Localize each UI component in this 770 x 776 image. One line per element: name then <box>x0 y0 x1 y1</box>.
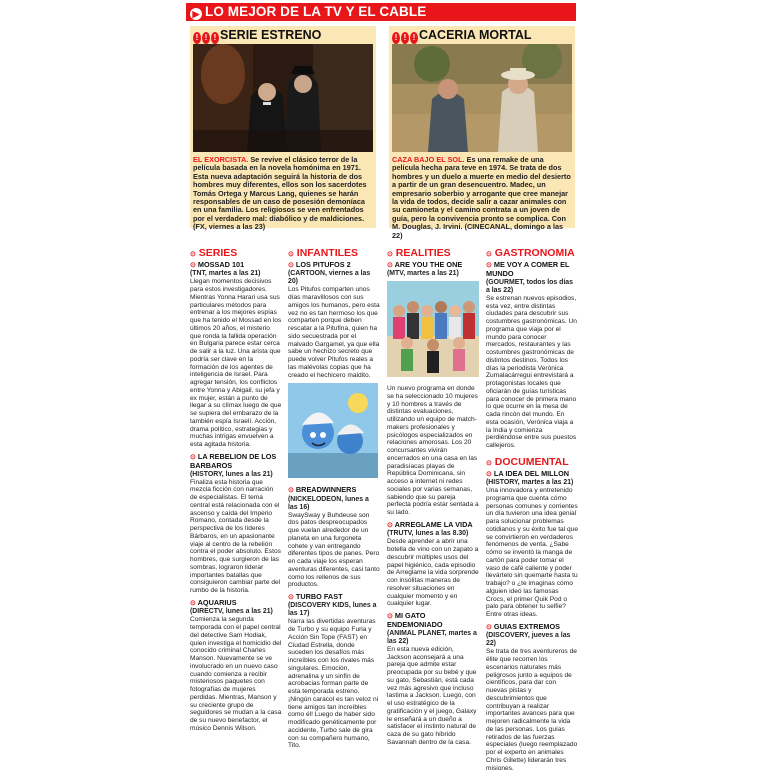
chevron-right-icon: ⊙ <box>486 262 492 269</box>
section-title: ⊙ INFANTILES <box>288 247 359 259</box>
section-title: ⊙ GASTRONOMIA <box>486 247 575 259</box>
section-title: ⊙ DOCUMENTAL <box>486 455 569 468</box>
program-title: ⊙ AQUARIUS <box>190 597 237 607</box>
chevron-right-icon: ⊙ <box>190 599 196 607</box>
chevron-right-icon: ⊙ <box>387 251 393 258</box>
program-meta: (HISTORY, martes a las 21) <box>486 479 574 487</box>
program-meta: (DISCOVERY KIDS, lunes a las 17) <box>288 602 377 618</box>
program-text: En esta nueva edición, Jackson aconsejará a una pareja que admite estar preocupada por su bebé y que su gato, Sebastián, está cada vez más agresivo que incluso lastima a Jackson. Luego, con el uso estratégico de la gratificación y el juego, Galaxy le enseñará a un dueño a satisfacer el instinto natural de caza de su gato híbrido Savannah dentro de la casa. <box>387 645 477 746</box>
program-meta: (ANIMAL PLANET, martes a las 22) <box>387 629 477 645</box>
feature-serie-estreno <box>190 26 376 232</box>
column-series <box>190 247 282 737</box>
chevron-right-icon: ⊙ <box>486 623 492 631</box>
program-title: ⊙ ARREGLAME LA VIDA <box>387 519 473 529</box>
program-title: ⊙ ME VOY A COMER EL MUNDO <box>486 260 570 279</box>
arrow-icon: ▶ <box>190 8 202 20</box>
feature-title: ! ! ! CACERIA MORTAL <box>389 26 575 44</box>
chevron-right-icon: ⊙ <box>190 262 196 269</box>
program-text: Un nuevo programa en donde se ha seleccionado 10 mujeres y 10 hombres a través de distintas evaluaciones, utilizando un equipo de match-makers profesionales y psicólogos especializados en relaciones amorosas. Los 20 concursantes vivirán encerrados en una casa en las paradisíacas playas de República Dominicana, sin acceso a internet ni redes sociales por varias semanas, sabiendo que su pareja perfecta podría estar sentada a su lado. <box>387 385 479 517</box>
smurfs-photo <box>288 383 380 481</box>
program-text: Desde aprender a abrir una botella de vino con un zapato a descubrir múltiples usos del papel higiénico, cada episodio de Arreglame la vida sorprende con insólitas maneras de resolver situaciones en cualquier momento y en cualquier lugar. <box>387 538 479 608</box>
program-text: Narra las divertidas aventuras de Turbo y su equipo Furia y Acción Sin Tope (FAST) en Ciudad Estrella, donde suceden los desafíos más increíbles con los rivales más singulares. Emoción, adrenalina y un sinfín de acrobacias forman parte de esta temporada estreno. ¡Ningún caracol es tan veloz ni tiene amigos tan increíbles como él! Luego de haber sido modificado genéticamente por accidente, Turbo sale de gira con su compañero humano, Tito. <box>288 618 379 750</box>
feature-caption: EL EXORCISTA. Se revive el clásico terror de la película basada en la novela homónima en 1971. Esta nueva adaptación seguirá la historia de dos hombres muy diferentes, ellos son los sacerdotes Tomás Ortega y Marcus Lang, quienes se harán responsables de un caso de posesión demoníaca en una familia. Los religiosos se ven enfrentados por el verdadero mal: diabólico y de maldiciones. (FX, viernes a las 23) <box>193 155 367 232</box>
program-title: ⊙ LA IDEA DEL MILLON <box>486 468 570 478</box>
program-meta: (TRUTV, lunes a las 8.30) <box>387 530 469 538</box>
feature-photo <box>193 44 373 152</box>
chevron-right-icon: ⊙ <box>288 251 294 258</box>
program-meta: (NICKELODEON, lunes a las 16) <box>288 495 369 511</box>
program-meta: (DISCOVERY, jueves a las 22) <box>486 632 571 648</box>
program-meta: (TNT, martes a las 21) <box>190 270 261 278</box>
column-realities <box>387 247 479 751</box>
chevron-right-icon: ⊙ <box>288 262 294 269</box>
chevron-right-icon: ⊙ <box>190 453 196 461</box>
program-meta: (HISTORY, lunes a las 21) <box>190 470 273 478</box>
program-text: Comienza la segunda temporada con el papel central del detective Sam Hodiak, quien investiga el homicidio del conocido criminal Charles Manson. Nuevamente se ve involucrado en un nuevo caso cuando comienza a recibir misteriosos paquetes con fotografías de mujeres perdidas. Mientras, Manson y su creciente grupo de seguidores se mudan a la casa de su nuevo benefactor, el músico Dennis Wilson. <box>190 616 282 732</box>
feature-title: ! ! ! SERIE ESTRENO <box>190 26 376 44</box>
program-text: SwaySway y Buhdeuse son dos patos despreocupados que vuelan alrededor de un planeta en una furgoneta cohete y van entregando diferentes tipos de panes. Pero en cada viaje los esperan aventuras diferentes, casi tanto como los rellenos de sus productos. <box>288 511 380 589</box>
page-header <box>186 3 576 21</box>
alert-icon: ! <box>193 32 201 44</box>
program-text: Se estrenan nuevos episodios, esta vez, entre distintas ciudades para descubrir sus costumbres gastronómicas. Un programa que viaja por el mundo para conocer mercados, restaurantes y las costumbres gastronómicas de distintos destinos. Todos los días la periodista Verónica Zumalacárregui entrevistará a protagonistas locales que oficiarán de guías turísticas para conocer de primera mano lo que ocurre en la mesa de cada rincón del mundo. En esta ocasión, Verónica viaja a la India y comienza perdiéndose entre sus puestos callejeros. <box>486 294 577 450</box>
column-infantiles <box>288 247 380 754</box>
chevron-right-icon: ⊙ <box>288 594 294 602</box>
column-gastronomia <box>486 247 578 776</box>
chevron-right-icon: ⊙ <box>387 262 393 269</box>
program-title: ⊙ MI GATO ENDEMONIADO <box>387 611 443 630</box>
chevron-right-icon: ⊙ <box>387 521 393 529</box>
program-meta: (CARTOON, viernes a las 20) <box>288 270 371 286</box>
section-title: ⊙ SERIES <box>190 247 238 259</box>
program-meta: (DIRECTV, lunes a las 21) <box>190 608 273 616</box>
program-text: Llegan momentos decisivos para estos investigadores. Mientras Yonna Harari usa sus particulares métodos para entrenar a los mejores espías que ha tenido el Mossad en los últimos 20 años, el misterio que ronda la fallida operación en Bulgaria parece estar cerca de salir a la luz. Una arista que podría ser clave en la formación de los agentes de inteligencia de Israel. Para agregar tensión, los conflictos entre Yonna y Abigail, su jefa y ex mujer, están a punto de llegar a su clímax luego de que se supiera del embarazo de la también espía Israelí. Acción, drama político, estrategias y muchas intrigas envuelven a esta agitada historia. <box>190 278 282 449</box>
program-text: Una innovadora y entretenido programa que cuenta cómo personas comunes y corrientes un día tuvieron una idea genial para solucionar problemas cotidianos y su éxito fue tal que se convirtieron en verdaderos fenómenos de venta. ¿Sabe cómo se inventó la manga de cartón para poder tomar el vaso de café caliente y poder llevártelo sin quemarte hasta tu trabajo? o ¿te imaginas cómo alguien ideó las famosas Crocs, el primer Quik Pod o palo para obtener tu selfie? Entre otras ideas. <box>486 487 579 619</box>
reality-cast-photo <box>387 281 479 380</box>
chevron-right-icon: ⊙ <box>387 613 393 621</box>
chevron-right-icon: ⊙ <box>486 251 492 258</box>
program-title: ⊙ LOS PITUFOS 2 <box>288 260 351 269</box>
program-title: ⊙ TURBO FAST <box>288 592 343 602</box>
chevron-right-icon: ⊙ <box>288 487 294 495</box>
program-title: ⊙ ARE YOU THE ONE <box>387 260 463 269</box>
program-title: ⊙ MOSSAD 101 <box>190 260 245 269</box>
program-title: ⊙ LA REBELION DE LOS BARBAROS <box>190 451 277 471</box>
alert-icon: ! <box>410 32 418 44</box>
program-meta: (GOURMET, todos los días a las 22) <box>486 278 573 294</box>
feature-caceria-mortal <box>389 26 575 240</box>
alert-icon: ! <box>202 32 210 44</box>
program-title: ⊙ GUIAS EXTREMOS <box>486 621 560 631</box>
chevron-right-icon: ⊙ <box>486 470 492 478</box>
program-title: ⊙ BREADWINNERS <box>288 485 357 495</box>
alert-icon: ! <box>401 32 409 44</box>
program-meta: (MTV, martes a las 21) <box>387 270 459 278</box>
program-text: Se trata de tres aventureros de élite que recorren los escenarios naturales más peligrosos junto a equipos de científicos, para dar con nuevas pistas y descubrimientos que contribuyan a realizar importantes avances para que mejoren radicalmente la vida de las personas. Los guías retirados de las fuerzas especiales (luego reemplazado por el experto en animales Chris Gillette) liderarán tres misiones. <box>486 648 578 772</box>
program-text: Los Pitufos comparten unos días maravillosos con sus amigos los humanos, pero esta vez no es tan hermoso los que comparten porque deben rescatar a la Pitufina, quien ha sido secuestrada por el malvado Gargamel, ya que ella sabe un hechizo secreto que puede volver Pitufos reales a las malévolas copias que ha creado el hechicero maldito. <box>288 286 380 379</box>
alert-icon: ! <box>392 32 400 44</box>
program-text: Finaliza esta historia que mezcla ficción con narración de especialistas. El tema central está relacionada con el ascenso y caída del Imperio Romano, contada desde la perspectiva de los líderes Bárbaros, en un apasionante viaje al centro de la rebelión contra el poder absoluto. Estos hombres, que surgieron de las sombras, lograron liderar importantes batallas que consiguieron cambiar parte del rumbo de la historia. <box>190 478 281 595</box>
alert-icon: ! <box>211 32 219 44</box>
feature-caption: CAZA BAJO EL SOL. Es una remake de una película hecha para teve en 1974. Se trata de dos hombres y un duelo a muerte en medio del desierto a partir de un gran desencuentro. Madec, un empresario soberbio y arrogante que cree manejar la vida de todos, decide salir a cazar animales con su camioneta y el camino contrata a un joven de guía, pero la convivencia pronto se complica. Con M. Douglas, J. Irvini. (CINECANAL, domingo a las 22) <box>392 155 571 240</box>
page-title: LO MEJOR DE LA TV Y EL CABLE <box>205 4 427 19</box>
chevron-right-icon: ⊙ <box>486 459 492 467</box>
section-title: ⊙ REALITIES <box>387 247 451 259</box>
chevron-right-icon: ⊙ <box>190 251 196 258</box>
feature-photo <box>392 44 572 152</box>
